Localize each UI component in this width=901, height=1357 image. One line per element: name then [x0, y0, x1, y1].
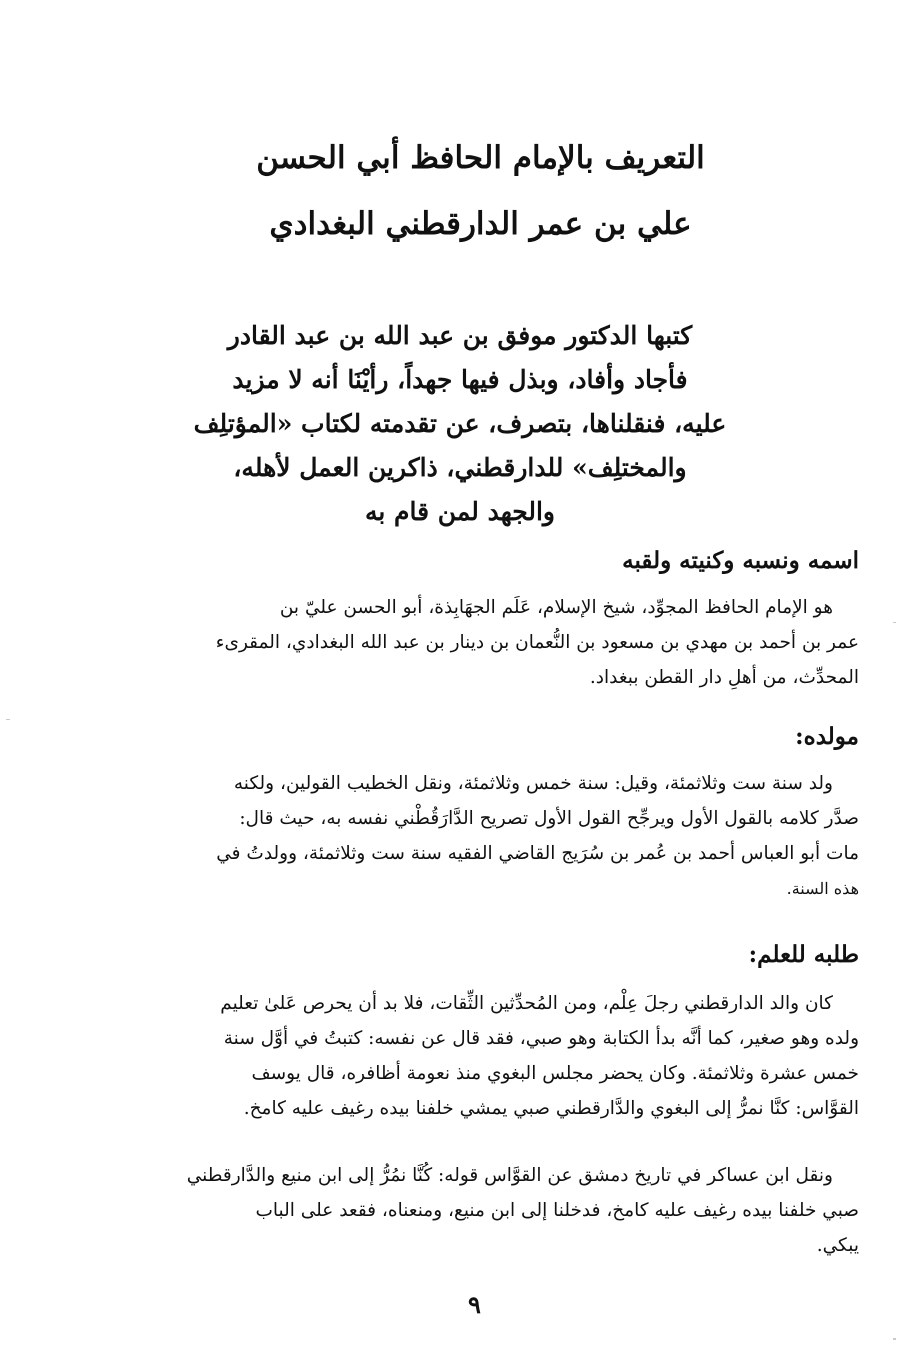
text-line: خمس عشرة وثلاثمئة. وكان يحضر مجلس البغوي منذ نعومة أظافره، قال يوسف [251, 1063, 859, 1084]
page-number: ٩ [468, 1290, 481, 1319]
text-line: ونقل ابن عساكر في تاريخ دمشق عن القوَّاس قوله: كُنَّا نمُرُّ إلى ابن منيع والدَّارقطني [186, 1165, 833, 1186]
text-line: صدَّر كلامه بالقول الأول ويرجِّح القول الأول تصريح الدَّارَقُطْني نفسه به، حيث قال: [239, 808, 859, 829]
text-line: عمر بن أحمد بن مهدي بن مسعود بن النُّعمان بن دينار بن عبد الله البغدادي، المقرىء [215, 632, 859, 653]
text-line: يبكي. [816, 1235, 859, 1256]
intro-line: والجهد لمن قام به [364, 497, 556, 526]
intro-line: عليه، فنقلناها، بتصرف، عن تقدمته لكتاب «المؤتلِف [193, 409, 727, 438]
section-paragraph-name [39, 590, 859, 695]
section-heading-birth: مولده: [795, 723, 859, 750]
section-paragraph-study-2 [39, 1158, 859, 1263]
text-line: المحدِّث، من أهلِ دار القطن ببغداد. [589, 667, 859, 688]
page-title-line-1: التعريف بالإمام الحافظ أبي الحسن [256, 140, 705, 176]
text-line: كان والد الدارقطني رجلَ عِلْم، ومن المُحدِّثين الثِّقات، فلا بد أن يحرص عَلىٰ تعليم [220, 993, 833, 1014]
text-line: ولده وهو صغير، كما أنَّه بدأ الكتابة وهو صبي، فقد قال عن نفسه: كتبتُ في أوَّل سنة [223, 1028, 859, 1049]
scan-margin-mark [893, 1338, 896, 1340]
text-line: ولد سنة ست وثلاثمئة، وقيل: سنة خمس وثلاثمئة، ونقل الخطيب القولين، ولكنه [233, 773, 833, 794]
text-line: مات أبو العباس أحمد بن عُمر بن سُرَيج القاضي الفقيه سنة ست وثلاثمئة، وولدتُ في [216, 843, 859, 864]
intro-line: والمختلِف» للدارقطني، ذاكرين العمل لأهله، [233, 453, 687, 482]
section-heading-study: طلبه للعلم: [748, 941, 859, 968]
section-paragraph-study-1 [39, 986, 859, 1126]
text-line: هو الإمام الحافظ المجوِّد، شيخ الإسلام، عَلَم الجهَابِذة، أبو الحسن عليّ بن [279, 597, 833, 618]
text-line: صبي خلفنا بيده رغيف عليه كامخ، فدخلنا إلى ابن منيع، ومنعناه، فقعد على الباب [255, 1200, 859, 1221]
scan-margin-mark [893, 622, 896, 623]
page-title-line-2: علي بن عمر الدارقطني البغدادي [269, 206, 692, 242]
text-line: القوَّاس: كنَّا نمرُّ إلى البغوي والدَّارقطني صبي يمشي خلفنا بيده رغيف عليه كامخ. [243, 1098, 859, 1119]
scan-margin-mark [6, 719, 10, 720]
section-heading-name: اسمه ونسبه وكنيته ولقبه [622, 547, 859, 574]
intro-line: كتبها الدكتور موفق بن عبد الله بن عبد القادر [227, 321, 693, 350]
intro-line: فأجاد وأفاد، وبذل فيها جهداً، رأيْنَا أنه لا مزيد [232, 365, 688, 394]
intro-paragraph [150, 314, 770, 534]
text-line: هذه السنة. [786, 879, 859, 898]
section-paragraph-birth [39, 766, 859, 906]
